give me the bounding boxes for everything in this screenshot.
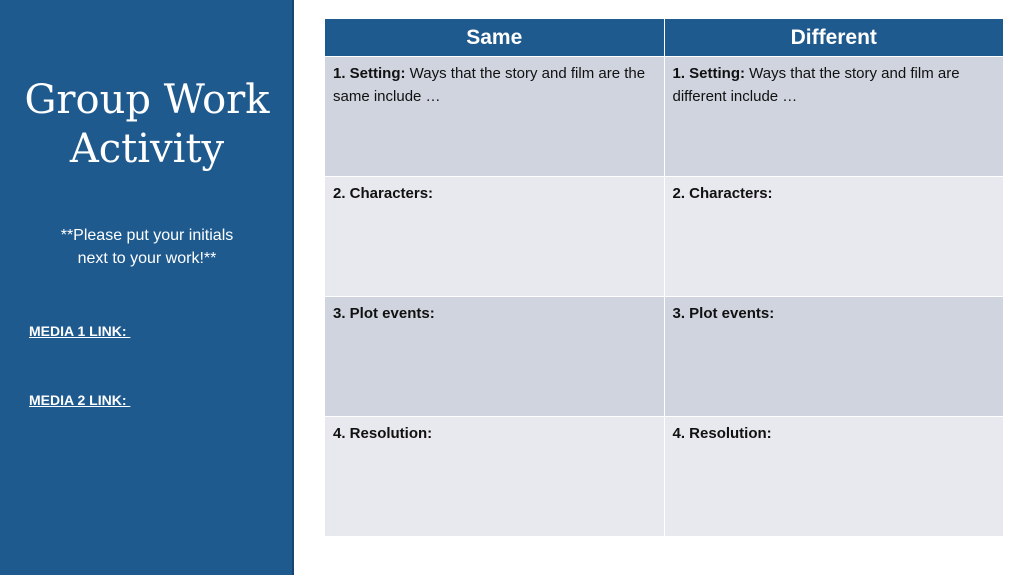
table-row-resolution <box>325 417 1004 537</box>
header-different: Different <box>664 19 1004 57</box>
sidebar-panel <box>0 0 294 575</box>
cell-label: 1. Setting: <box>672 65 746 82</box>
cell-label: 1. Setting: <box>333 65 406 82</box>
header-same: Same <box>325 19 665 57</box>
table-row-plot-events <box>325 297 1004 417</box>
cell-different-plot-events[interactable] <box>664 297 1004 417</box>
cell-different-resolution[interactable] <box>664 417 1004 537</box>
note-line-2: next to your work!** <box>77 250 217 267</box>
cell-label: 4. Resolution: <box>672 425 772 442</box>
cell-same-characters[interactable] <box>325 177 665 297</box>
table-header-row <box>325 19 1004 57</box>
media-2-link[interactable]: MEDIA 2 LINK: <box>29 392 131 408</box>
table-row-setting <box>325 57 1004 177</box>
media-1-link[interactable]: MEDIA 1 LINK: <box>29 323 131 339</box>
cell-same-resolution[interactable] <box>325 417 665 537</box>
cell-same-setting[interactable] <box>325 57 665 177</box>
cell-same-plot-events[interactable] <box>325 297 665 417</box>
title-line-2: Activity <box>69 126 225 172</box>
table-row-characters <box>325 177 1004 297</box>
cell-label: 2. Characters: <box>672 185 773 202</box>
cell-label: 3. Plot events: <box>333 305 435 322</box>
cell-text: Ways that the story and film are different include … <box>672 65 960 105</box>
comparison-table <box>324 18 1004 537</box>
cell-label: 4. Resolution: <box>333 425 433 442</box>
cell-different-setting[interactable] <box>664 57 1004 177</box>
page-title <box>0 76 294 174</box>
instruction-note <box>0 224 294 270</box>
cell-text: Ways that the story and film are the same include … <box>333 65 646 105</box>
cell-label: 2. Characters: <box>333 185 434 202</box>
cell-different-characters[interactable] <box>664 177 1004 297</box>
title-line-1: Group Work <box>24 77 270 123</box>
note-line-1: **Please put your initials <box>60 227 234 244</box>
cell-label: 3. Plot events: <box>672 305 775 322</box>
